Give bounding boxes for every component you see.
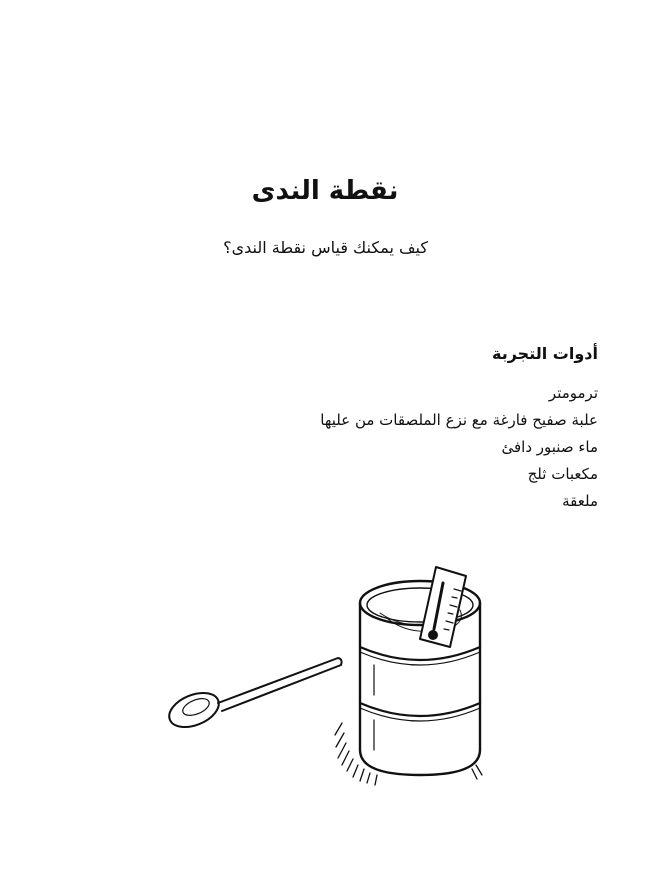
list-item: ترمومتر — [548, 384, 598, 402]
tin-can-icon — [360, 581, 480, 775]
materials-heading: أدوات التجربة — [492, 344, 598, 363]
experiment-question: كيف يمكنك قياس نقطة الندى؟ — [223, 238, 428, 257]
thermometer-icon — [420, 567, 466, 647]
spoon-icon — [164, 658, 341, 734]
page-title: نقطة الندى — [251, 176, 399, 206]
list-item: ماء صنبور دافئ — [501, 438, 598, 456]
list-item: علبة صفيح فارغة مع نزع الملصقات من عليها — [320, 411, 598, 429]
list-item: مكعبات ثلج — [527, 465, 598, 483]
experiment-illustration — [160, 555, 500, 790]
list-item: ملعقة — [562, 492, 598, 510]
materials-list — [320, 380, 598, 515]
